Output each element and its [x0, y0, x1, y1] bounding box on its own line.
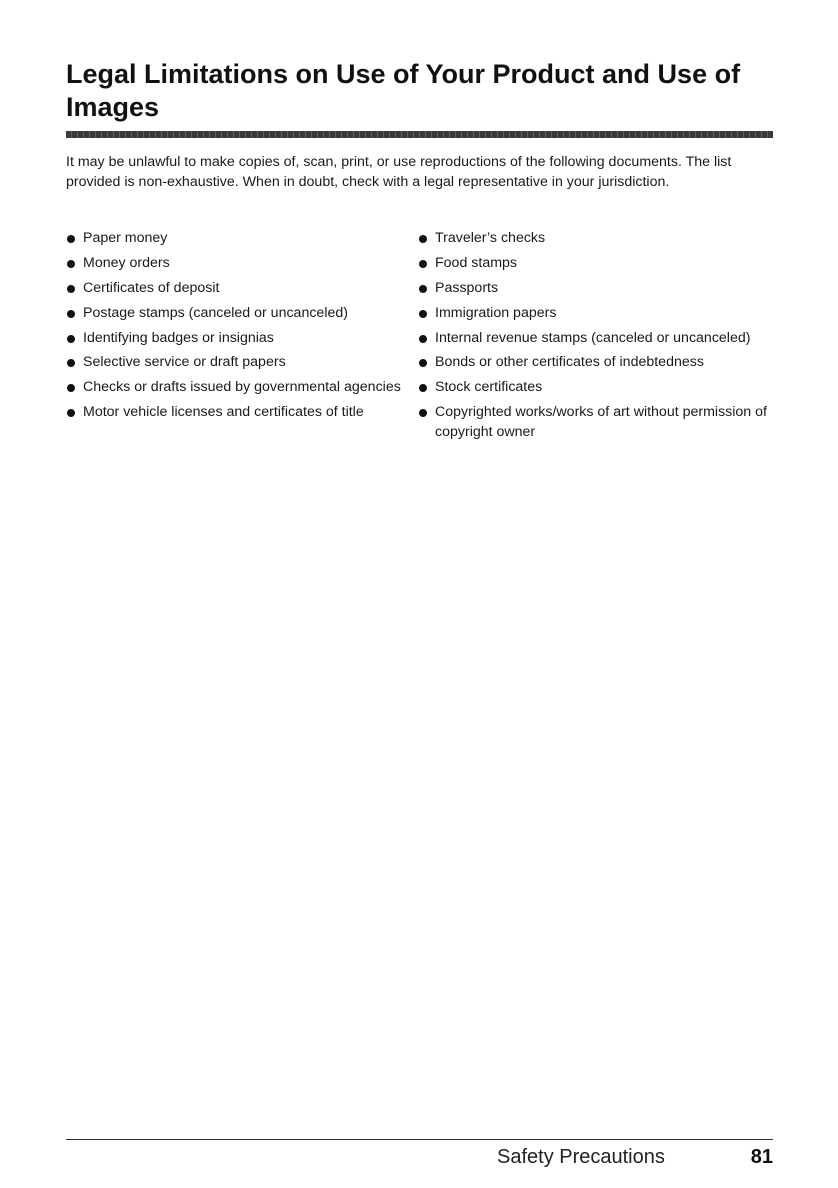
- list-item: [418, 353, 780, 373]
- list-item-text: Paper money: [83, 230, 168, 246]
- list-item: [418, 378, 780, 398]
- list-item: [66, 329, 406, 349]
- bullet-icon: [67, 310, 75, 318]
- bullet-icon: [419, 335, 427, 343]
- bullet-icon: [67, 285, 75, 293]
- list-item: [418, 279, 780, 299]
- bullet-icon: [419, 260, 427, 268]
- list-item: [66, 254, 406, 274]
- list-item-text: Certificates of deposit: [83, 279, 220, 296]
- footer-divider: [66, 1139, 773, 1140]
- list-item-text: Food stamps: [435, 254, 518, 271]
- bullet-icon: [419, 235, 427, 243]
- list-item: [66, 378, 406, 398]
- bullet-icon: [419, 310, 427, 318]
- bullet-icon: [67, 409, 75, 417]
- bullet-icon: [67, 384, 75, 392]
- document-list-right: [418, 229, 780, 448]
- list-item-text: Internal revenue stamps (canceled or uncanceled): [435, 329, 751, 346]
- list-item-text: Checks or drafts issued by governmental agencies: [83, 379, 401, 396]
- bullet-icon: [67, 335, 75, 343]
- list-item: [418, 254, 780, 274]
- bullet-icon: [67, 359, 75, 367]
- bullet-icon: [419, 359, 427, 367]
- list-item-text: Stock certificates: [435, 379, 543, 396]
- list-item: [66, 304, 406, 324]
- page-number: 81: [750, 1146, 773, 1168]
- list-item-text: Postage stamps (canceled or uncanceled): [83, 304, 348, 321]
- list-item-text: Bonds or other certificates of indebtedness: [435, 354, 704, 371]
- list-item-text: Selective service or draft papers: [83, 354, 286, 371]
- page-title: Legal Limitations on Use of Your Product and Use of Images: [66, 59, 741, 122]
- bullet-icon: [67, 260, 75, 268]
- bullet-icon: [419, 384, 427, 392]
- bullet-icon: [419, 285, 427, 293]
- list-item: [66, 353, 406, 373]
- list-item-text: Immigration papers: [435, 304, 557, 321]
- bullet-icon: [419, 409, 427, 417]
- document-list-left: [66, 229, 406, 428]
- list-item: [418, 229, 780, 249]
- list-item-text: Traveler’s checks: [435, 230, 546, 246]
- list-item: [418, 329, 780, 349]
- list-item-text: Passports: [435, 279, 499, 296]
- list-item: [66, 403, 406, 423]
- list-item: [418, 304, 780, 324]
- intro-paragraph: It may be unlawful to make copies of, scan, print, or use reproductions of the following documents. The list provided is non-exhaustive. When in doubt, check with a legal representative in your jurisdiction.: [66, 154, 732, 190]
- title-divider: [66, 131, 773, 138]
- list-item-text: Money orders: [83, 254, 170, 271]
- list-item-text: Identifying badges or insignias: [83, 329, 274, 346]
- list-item-text: Copyrighted works/works of art without permission of copyright owner: [435, 404, 767, 440]
- list-item: [418, 403, 780, 442]
- footer-section-title: Safety Precautions: [497, 1146, 665, 1168]
- list-item-text: Motor vehicle licenses and certificates of title: [83, 404, 364, 421]
- list-item: [66, 279, 406, 299]
- bullet-icon: [67, 235, 75, 243]
- list-item: [66, 229, 406, 249]
